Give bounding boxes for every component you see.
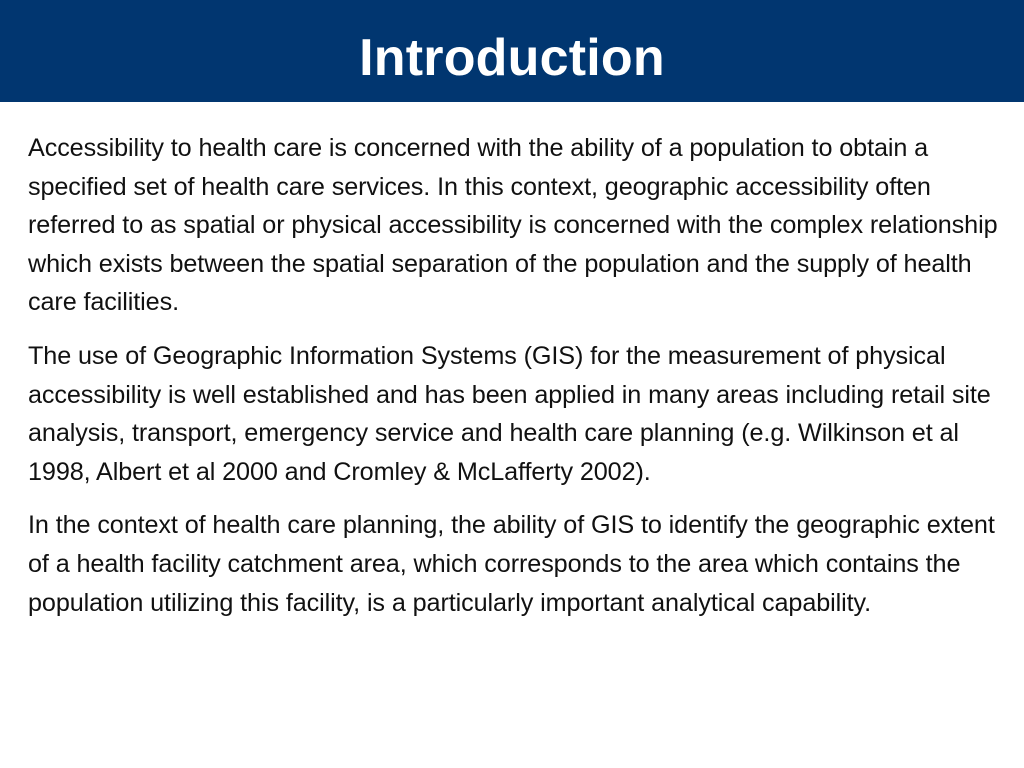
slide-body xyxy=(28,129,1000,622)
paragraph-gis-use: The use of Geographic Information Systems (GIS) for the measurement of physical accessibility is well established and has been applied in many areas including retail site analysis, transport, emergency service and health care planning (e.g. Wilkinson et al 1998, Albert et al 2000 and Cromley & McLafferty 2002). xyxy=(28,341,991,486)
paragraph-accessibility: Accessibility to health care is concerned with the ability of a population to obtain a specified set of health care services. In this context, geographic accessibility often referred to as spatial or physical accessibility is concerned with the complex relationship which exists between the spatial separation of the population and the supply of health care facilities. xyxy=(28,134,998,317)
slide-title: Introduction xyxy=(359,29,665,87)
title-bar xyxy=(0,0,1024,102)
paragraph-catchment: In the context of health care planning, the ability of GIS to identify the geographic extent of a health facility catchment area, which corresponds to the area which contains the population utilizing this facility, is a particularly important analytical capability. xyxy=(28,511,995,617)
